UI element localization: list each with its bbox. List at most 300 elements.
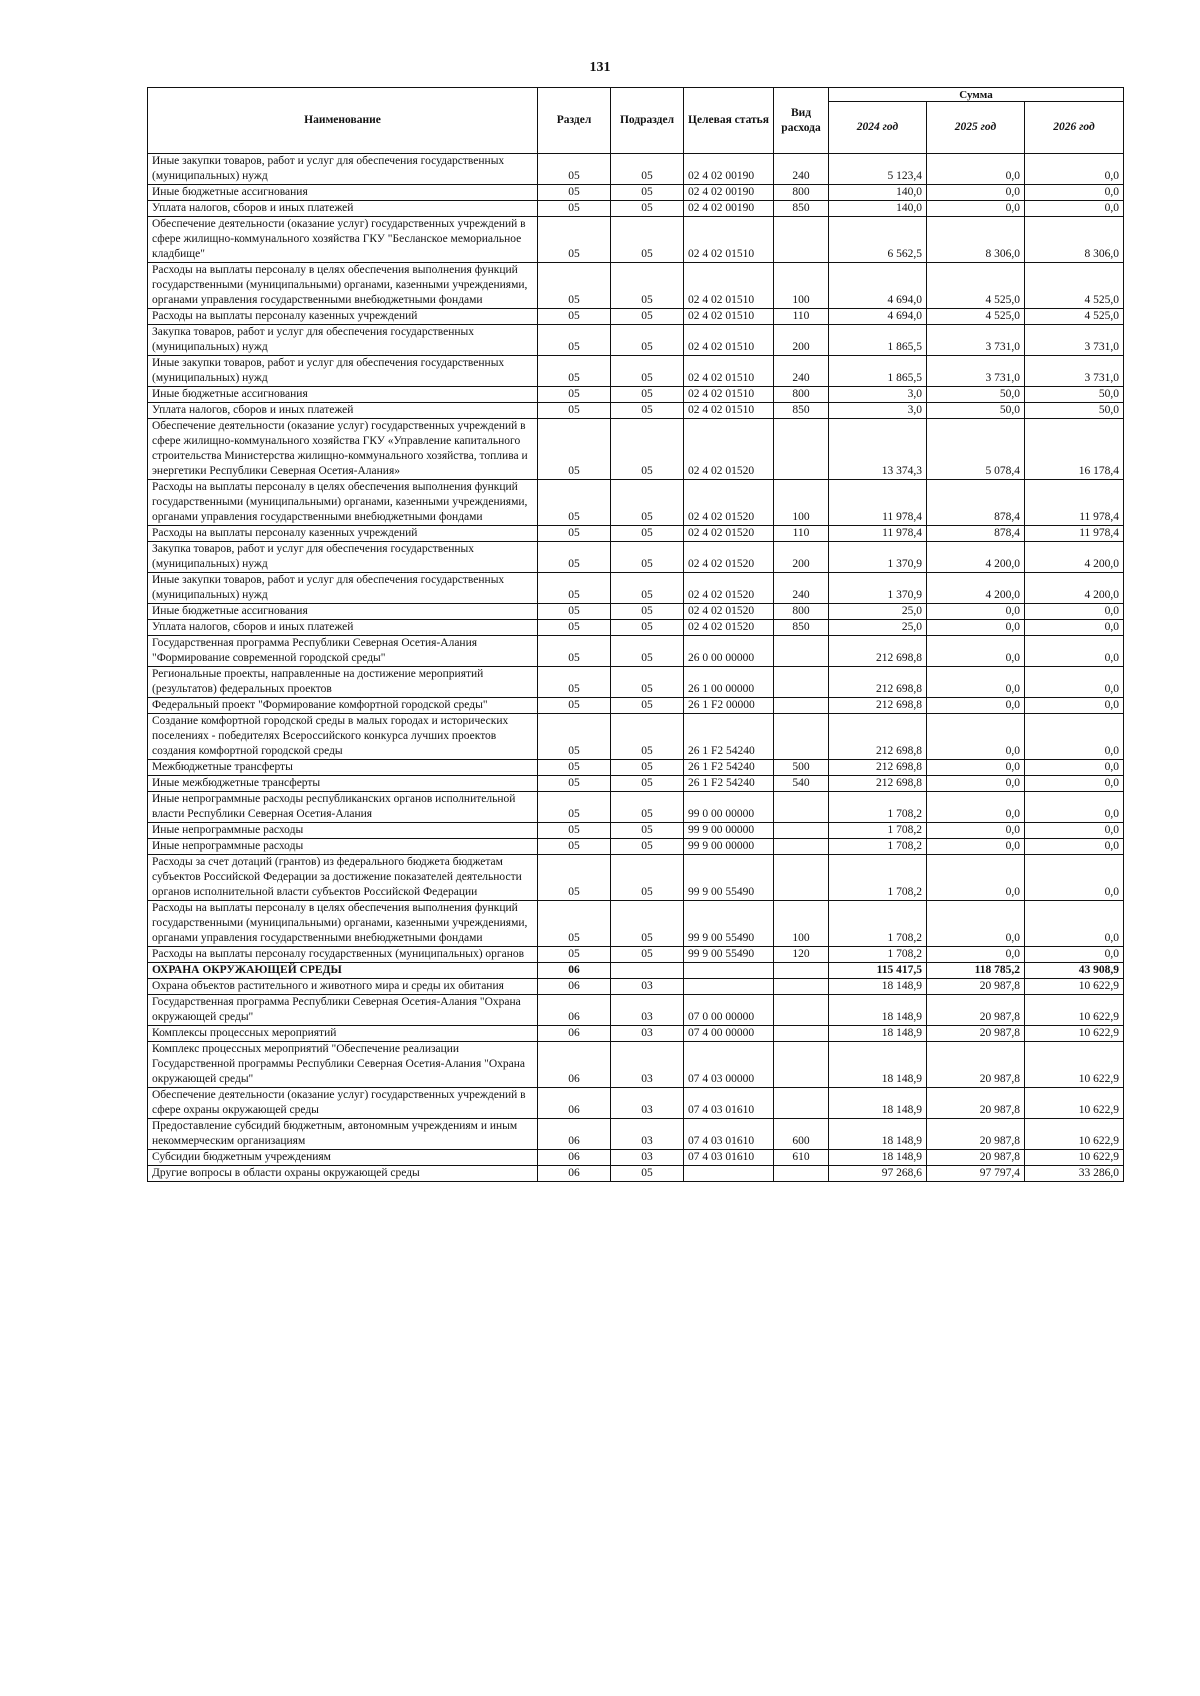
table-row	[148, 604, 1124, 620]
cell-2024: 212 698,8	[829, 714, 927, 760]
cell-razdel: 06	[538, 995, 611, 1026]
cell-2026: 4 200,0	[1025, 542, 1124, 573]
table-row	[148, 855, 1124, 901]
cell-razdel: 05	[538, 792, 611, 823]
table-row	[148, 714, 1124, 760]
cell-vr	[774, 217, 829, 263]
cell-podrazdel: 05	[611, 201, 684, 217]
cell-csr: 02 4 02 01510	[684, 403, 774, 419]
cell-2025: 97 797,4	[927, 1166, 1025, 1182]
cell-podrazdel: 03	[611, 1088, 684, 1119]
cell-name: Государственная программа Республики Северная Осетия-Алания "Формирование современной городской среды"	[148, 636, 538, 667]
cell-2024: 1 370,9	[829, 542, 927, 573]
cell-name: Межбюджетные трансферты	[148, 760, 538, 776]
cell-2025: 0,0	[927, 667, 1025, 698]
cell-vr: 540	[774, 776, 829, 792]
cell-csr: 07 4 03 01610	[684, 1150, 774, 1166]
cell-2026: 4 200,0	[1025, 573, 1124, 604]
cell-name: Иные непрограммные расходы	[148, 839, 538, 855]
table-row	[148, 1150, 1124, 1166]
cell-name: Создание комфортной городской среды в малых городах и исторических поселениях - победителях Всероссийского конкурса лучших проектов создания комфортной городской среды	[148, 714, 538, 760]
cell-name: Комплекс процессных мероприятий "Обеспечение реализации Государственной программы Республики Северная Осетия-Алания "Охрана окружающей среды"	[148, 1042, 538, 1088]
cell-vr	[774, 963, 829, 979]
cell-2025: 20 987,8	[927, 1088, 1025, 1119]
cell-vr: 120	[774, 947, 829, 963]
cell-csr: 99 9 00 55490	[684, 901, 774, 947]
page-number: 131	[589, 60, 611, 75]
cell-name: Расходы на выплаты персоналу в целях обеспечения выполнения функций государственными (муниципальными) органами, казенными учреждениями, органами управления государственными внебюджетными фондами	[148, 901, 538, 947]
cell-2024: 25,0	[829, 620, 927, 636]
cell-vr	[774, 714, 829, 760]
cell-csr: 02 4 02 01520	[684, 419, 774, 480]
table-row	[148, 1042, 1124, 1088]
cell-razdel: 05	[538, 760, 611, 776]
cell-2026: 0,0	[1025, 792, 1124, 823]
cell-csr: 02 4 02 01510	[684, 217, 774, 263]
table-row	[148, 760, 1124, 776]
cell-2026: 3 731,0	[1025, 356, 1124, 387]
cell-2026: 0,0	[1025, 636, 1124, 667]
cell-2024: 18 148,9	[829, 1042, 927, 1088]
cell-name: Иные непрограммные расходы	[148, 823, 538, 839]
cell-podrazdel: 05	[611, 947, 684, 963]
cell-csr: 02 4 02 01520	[684, 620, 774, 636]
table-row	[148, 403, 1124, 419]
cell-vr	[774, 1166, 829, 1182]
cell-2024: 140,0	[829, 185, 927, 201]
header-vr: Вид расхода	[774, 88, 829, 154]
cell-csr: 02 4 02 01520	[684, 542, 774, 573]
cell-csr: 02 4 02 01520	[684, 604, 774, 620]
cell-2025: 20 987,8	[927, 1026, 1025, 1042]
cell-2026: 10 622,9	[1025, 1088, 1124, 1119]
cell-2024: 1 865,5	[829, 325, 927, 356]
cell-podrazdel	[611, 963, 684, 979]
cell-csr: 07 4 00 00000	[684, 1026, 774, 1042]
header-summa: Сумма	[829, 88, 1124, 102]
table-row	[148, 201, 1124, 217]
cell-name: Расходы на выплаты персоналу в целях обеспечения выполнения функций государственными (муниципальными) органами, казенными учреждениями, органами управления государственными внебюджетными фондами	[148, 263, 538, 309]
table-row	[148, 963, 1124, 979]
cell-2024: 1 708,2	[829, 839, 927, 855]
cell-podrazdel: 05	[611, 217, 684, 263]
cell-podrazdel: 05	[611, 667, 684, 698]
cell-csr: 99 9 00 00000	[684, 823, 774, 839]
cell-podrazdel: 05	[611, 263, 684, 309]
cell-vr: 100	[774, 901, 829, 947]
cell-2025: 3 731,0	[927, 356, 1025, 387]
cell-razdel: 05	[538, 947, 611, 963]
cell-csr: 02 4 02 01520	[684, 573, 774, 604]
cell-csr: 26 1 F2 54240	[684, 776, 774, 792]
cell-2024: 18 148,9	[829, 979, 927, 995]
cell-2025: 0,0	[927, 823, 1025, 839]
cell-vr: 240	[774, 154, 829, 185]
cell-name: Региональные проекты, направленные на достижение мероприятий (результатов) федеральных проектов	[148, 667, 538, 698]
cell-2025: 0,0	[927, 792, 1025, 823]
cell-csr: 26 1 F2 54240	[684, 714, 774, 760]
cell-razdel: 05	[538, 201, 611, 217]
cell-razdel: 05	[538, 839, 611, 855]
table-row	[148, 1119, 1124, 1150]
cell-vr: 850	[774, 620, 829, 636]
header-name: Наименование	[148, 88, 538, 154]
cell-2024: 212 698,8	[829, 667, 927, 698]
cell-podrazdel: 03	[611, 1042, 684, 1088]
cell-vr	[774, 995, 829, 1026]
cell-2026: 0,0	[1025, 154, 1124, 185]
cell-razdel: 05	[538, 776, 611, 792]
cell-2024: 115 417,5	[829, 963, 927, 979]
cell-vr	[774, 419, 829, 480]
cell-name: Уплата налогов, сборов и иных платежей	[148, 403, 538, 419]
cell-name: Закупка товаров, работ и услуг для обеспечения государственных (муниципальных) нужд	[148, 542, 538, 573]
header-2026: 2026 год	[1025, 102, 1124, 154]
cell-razdel: 06	[538, 963, 611, 979]
cell-razdel: 05	[538, 604, 611, 620]
table-row	[148, 217, 1124, 263]
cell-razdel: 06	[538, 1119, 611, 1150]
cell-2025: 0,0	[927, 855, 1025, 901]
cell-2024: 11 978,4	[829, 526, 927, 542]
cell-podrazdel: 05	[611, 480, 684, 526]
cell-csr: 07 4 03 00000	[684, 1042, 774, 1088]
cell-2024: 6 562,5	[829, 217, 927, 263]
cell-2024: 4 694,0	[829, 263, 927, 309]
cell-csr: 02 4 02 00190	[684, 185, 774, 201]
cell-2026: 10 622,9	[1025, 1119, 1124, 1150]
cell-vr: 240	[774, 573, 829, 604]
cell-name: Иные бюджетные ассигнования	[148, 185, 538, 201]
cell-razdel: 06	[538, 1042, 611, 1088]
table-row	[148, 901, 1124, 947]
cell-csr: 26 1 F2 54240	[684, 760, 774, 776]
cell-2026: 33 286,0	[1025, 1166, 1124, 1182]
cell-csr: 26 0 00 00000	[684, 636, 774, 667]
cell-name: Охрана объектов растительного и животного мира и среды их обитания	[148, 979, 538, 995]
cell-name: Расходы на выплаты персоналу казенных учреждений	[148, 526, 538, 542]
cell-podrazdel: 05	[611, 901, 684, 947]
cell-2026: 3 731,0	[1025, 325, 1124, 356]
header-razdel: Раздел	[538, 88, 611, 154]
cell-podrazdel: 05	[611, 698, 684, 714]
table-row	[148, 776, 1124, 792]
cell-2026: 10 622,9	[1025, 995, 1124, 1026]
header-2025: 2025 год	[927, 102, 1025, 154]
cell-2024: 1 370,9	[829, 573, 927, 604]
cell-2026: 10 622,9	[1025, 1150, 1124, 1166]
cell-podrazdel: 05	[611, 855, 684, 901]
cell-podrazdel: 05	[611, 839, 684, 855]
table-row	[148, 387, 1124, 403]
table-row	[148, 839, 1124, 855]
cell-2026: 0,0	[1025, 901, 1124, 947]
table-row	[148, 667, 1124, 698]
cell-razdel: 05	[538, 823, 611, 839]
table-row	[148, 263, 1124, 309]
cell-2025: 8 306,0	[927, 217, 1025, 263]
cell-podrazdel: 03	[611, 979, 684, 995]
cell-2024: 212 698,8	[829, 776, 927, 792]
cell-name: Иные закупки товаров, работ и услуг для обеспечения государственных (муниципальных) нужд	[148, 154, 538, 185]
cell-vr: 500	[774, 760, 829, 776]
cell-podrazdel: 05	[611, 526, 684, 542]
cell-2024: 1 708,2	[829, 901, 927, 947]
cell-2026: 0,0	[1025, 855, 1124, 901]
cell-podrazdel: 05	[611, 792, 684, 823]
cell-razdel: 05	[538, 698, 611, 714]
cell-vr: 100	[774, 263, 829, 309]
cell-2026: 50,0	[1025, 403, 1124, 419]
cell-2024: 212 698,8	[829, 636, 927, 667]
cell-name: Закупка товаров, работ и услуг для обеспечения государственных (муниципальных) нужд	[148, 325, 538, 356]
table-header	[148, 88, 1124, 154]
cell-razdel: 05	[538, 636, 611, 667]
cell-2026: 4 525,0	[1025, 309, 1124, 325]
cell-name: Расходы на выплаты персоналу государственных (муниципальных) органов	[148, 947, 538, 963]
table-row	[148, 526, 1124, 542]
cell-2024: 5 123,4	[829, 154, 927, 185]
cell-razdel: 05	[538, 309, 611, 325]
cell-razdel: 05	[538, 325, 611, 356]
table-row	[148, 154, 1124, 185]
cell-name: Обеспечение деятельности (оказание услуг) государственных учреждений в сфере жилищно-коммунального хозяйства ГКУ "Бесланское мемориальное кладбище"	[148, 217, 538, 263]
cell-podrazdel: 03	[611, 1119, 684, 1150]
cell-podrazdel: 05	[611, 154, 684, 185]
cell-2025: 20 987,8	[927, 979, 1025, 995]
cell-name: Иные закупки товаров, работ и услуг для обеспечения государственных (муниципальных) нужд	[148, 573, 538, 604]
cell-2025: 0,0	[927, 839, 1025, 855]
cell-2026: 0,0	[1025, 604, 1124, 620]
cell-name: Уплата налогов, сборов и иных платежей	[148, 620, 538, 636]
cell-2025: 0,0	[927, 901, 1025, 947]
cell-2024: 1 708,2	[829, 855, 927, 901]
cell-vr: 800	[774, 604, 829, 620]
cell-2025: 0,0	[927, 201, 1025, 217]
table-row	[148, 698, 1124, 714]
cell-2025: 878,4	[927, 526, 1025, 542]
cell-podrazdel: 05	[611, 309, 684, 325]
cell-csr: 02 4 02 01510	[684, 325, 774, 356]
cell-csr: 02 4 02 01510	[684, 387, 774, 403]
cell-razdel: 05	[538, 526, 611, 542]
cell-podrazdel: 05	[611, 714, 684, 760]
table-row	[148, 309, 1124, 325]
cell-2024: 1 708,2	[829, 947, 927, 963]
cell-name: Иные бюджетные ассигнования	[148, 387, 538, 403]
cell-2026: 0,0	[1025, 776, 1124, 792]
cell-2024: 13 374,3	[829, 419, 927, 480]
cell-2026: 50,0	[1025, 387, 1124, 403]
header-csr: Целевая статья	[684, 88, 774, 154]
cell-csr: 02 4 02 01520	[684, 526, 774, 542]
cell-csr: 07 4 03 01610	[684, 1119, 774, 1150]
cell-2024: 1 865,5	[829, 356, 927, 387]
cell-razdel: 05	[538, 573, 611, 604]
cell-vr	[774, 636, 829, 667]
cell-csr: 02 4 02 00190	[684, 154, 774, 185]
cell-podrazdel: 05	[611, 387, 684, 403]
cell-razdel: 06	[538, 979, 611, 995]
cell-2026: 0,0	[1025, 839, 1124, 855]
cell-razdel: 05	[538, 154, 611, 185]
cell-vr	[774, 667, 829, 698]
table-row	[148, 325, 1124, 356]
cell-name: Иные бюджетные ассигнования	[148, 604, 538, 620]
table-row	[148, 995, 1124, 1026]
cell-name: Субсидии бюджетным учреждениям	[148, 1150, 538, 1166]
cell-2025: 20 987,8	[927, 995, 1025, 1026]
cell-2025: 0,0	[927, 776, 1025, 792]
cell-vr: 200	[774, 325, 829, 356]
cell-2024: 212 698,8	[829, 698, 927, 714]
cell-2026: 10 622,9	[1025, 1026, 1124, 1042]
table-row	[148, 620, 1124, 636]
cell-razdel: 05	[538, 185, 611, 201]
table-row	[148, 947, 1124, 963]
cell-csr: 99 9 00 55490	[684, 947, 774, 963]
cell-razdel: 06	[538, 1026, 611, 1042]
table-row	[148, 636, 1124, 667]
table-row	[148, 573, 1124, 604]
cell-csr	[684, 963, 774, 979]
cell-2026: 0,0	[1025, 760, 1124, 776]
table-row	[148, 419, 1124, 480]
cell-name: Иные закупки товаров, работ и услуг для обеспечения государственных (муниципальных) нужд	[148, 356, 538, 387]
cell-2024: 3,0	[829, 387, 927, 403]
cell-vr	[774, 839, 829, 855]
cell-razdel: 05	[538, 480, 611, 526]
cell-2024: 97 268,6	[829, 1166, 927, 1182]
cell-name: Государственная программа Республики Северная Осетия-Алания "Охрана окружающей среды"	[148, 995, 538, 1026]
cell-csr: 02 4 02 01510	[684, 309, 774, 325]
cell-podrazdel: 03	[611, 1026, 684, 1042]
cell-2026: 10 622,9	[1025, 979, 1124, 995]
cell-2025: 4 200,0	[927, 542, 1025, 573]
cell-vr: 850	[774, 201, 829, 217]
cell-podrazdel: 05	[611, 604, 684, 620]
cell-razdel: 05	[538, 263, 611, 309]
cell-vr: 850	[774, 403, 829, 419]
cell-vr	[774, 823, 829, 839]
cell-vr: 600	[774, 1119, 829, 1150]
cell-vr	[774, 979, 829, 995]
cell-2025: 0,0	[927, 185, 1025, 201]
cell-2026: 11 978,4	[1025, 480, 1124, 526]
cell-podrazdel: 05	[611, 776, 684, 792]
cell-razdel: 05	[538, 387, 611, 403]
cell-vr	[774, 855, 829, 901]
cell-2025: 5 078,4	[927, 419, 1025, 480]
cell-vr: 240	[774, 356, 829, 387]
cell-vr	[774, 1026, 829, 1042]
cell-2025: 118 785,2	[927, 963, 1025, 979]
cell-razdel: 05	[538, 667, 611, 698]
cell-name: Расходы на выплаты персоналу казенных учреждений	[148, 309, 538, 325]
cell-podrazdel: 05	[611, 760, 684, 776]
cell-name: Предоставление субсидий бюджетным, автономным учреждениям и иным некоммерческим организациям	[148, 1119, 538, 1150]
cell-2026: 10 622,9	[1025, 1042, 1124, 1088]
cell-razdel: 05	[538, 714, 611, 760]
cell-podrazdel: 03	[611, 1150, 684, 1166]
cell-2024: 1 708,2	[829, 792, 927, 823]
table-body	[148, 154, 1124, 1182]
cell-podrazdel: 05	[611, 1166, 684, 1182]
budget-table	[147, 87, 1124, 1182]
cell-name: ОХРАНА ОКРУЖАЮЩЕЙ СРЕДЫ	[148, 963, 538, 979]
cell-2024: 11 978,4	[829, 480, 927, 526]
cell-2026: 0,0	[1025, 714, 1124, 760]
cell-2025: 20 987,8	[927, 1119, 1025, 1150]
cell-podrazdel: 05	[611, 620, 684, 636]
cell-razdel: 05	[538, 419, 611, 480]
cell-2025: 0,0	[927, 604, 1025, 620]
cell-2026: 0,0	[1025, 947, 1124, 963]
table-row	[148, 1166, 1124, 1182]
cell-name: Иные непрограммные расходы республиканских органов исполнительной власти Республики Северная Осетия-Алания	[148, 792, 538, 823]
cell-2025: 3 731,0	[927, 325, 1025, 356]
cell-2025: 0,0	[927, 714, 1025, 760]
cell-podrazdel: 05	[611, 185, 684, 201]
cell-2026: 0,0	[1025, 185, 1124, 201]
cell-vr: 800	[774, 387, 829, 403]
cell-2024: 4 694,0	[829, 309, 927, 325]
cell-vr	[774, 698, 829, 714]
cell-csr: 02 4 02 01520	[684, 480, 774, 526]
table-row	[148, 185, 1124, 201]
cell-podrazdel: 05	[611, 823, 684, 839]
cell-2024: 25,0	[829, 604, 927, 620]
cell-csr: 02 4 02 00190	[684, 201, 774, 217]
cell-razdel: 06	[538, 1150, 611, 1166]
cell-2026: 0,0	[1025, 698, 1124, 714]
cell-2025: 0,0	[927, 760, 1025, 776]
table-row	[148, 480, 1124, 526]
cell-name: Федеральный проект "Формирование комфортной городской среды"	[148, 698, 538, 714]
cell-podrazdel: 05	[611, 356, 684, 387]
cell-podrazdel: 03	[611, 995, 684, 1026]
cell-razdel: 05	[538, 855, 611, 901]
cell-2024: 18 148,9	[829, 1119, 927, 1150]
cell-razdel: 05	[538, 217, 611, 263]
table-row	[148, 1026, 1124, 1042]
cell-vr	[774, 1042, 829, 1088]
table-row	[148, 823, 1124, 839]
cell-csr: 99 9 00 00000	[684, 839, 774, 855]
cell-2025: 20 987,8	[927, 1150, 1025, 1166]
cell-2026: 11 978,4	[1025, 526, 1124, 542]
table-row	[148, 979, 1124, 995]
cell-2025: 0,0	[927, 947, 1025, 963]
cell-podrazdel: 05	[611, 573, 684, 604]
cell-csr: 26 1 F2 00000	[684, 698, 774, 714]
table-row	[148, 542, 1124, 573]
cell-2025: 0,0	[927, 636, 1025, 667]
cell-2026: 43 908,9	[1025, 963, 1124, 979]
cell-vr: 110	[774, 526, 829, 542]
cell-csr: 07 0 00 00000	[684, 995, 774, 1026]
cell-name: Иные межбюджетные трансферты	[148, 776, 538, 792]
cell-podrazdel: 05	[611, 419, 684, 480]
cell-vr: 800	[774, 185, 829, 201]
cell-name: Другие вопросы в области охраны окружающей среды	[148, 1166, 538, 1182]
cell-csr: 26 1 00 00000	[684, 667, 774, 698]
cell-razdel: 05	[538, 403, 611, 419]
cell-2025: 0,0	[927, 154, 1025, 185]
cell-2024: 18 148,9	[829, 995, 927, 1026]
header-2024: 2024 год	[829, 102, 927, 154]
cell-vr: 200	[774, 542, 829, 573]
